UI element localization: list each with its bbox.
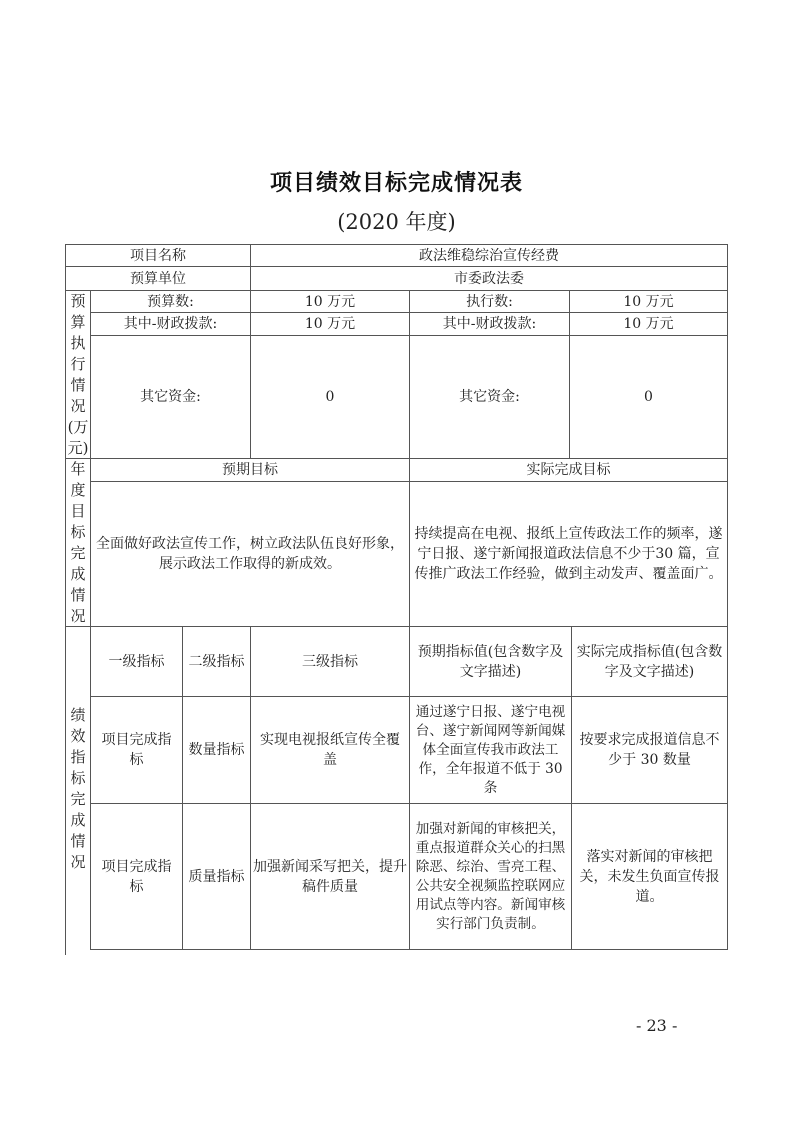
performance-section-char: 完 bbox=[70, 789, 86, 808]
budget-section-char: 预 bbox=[70, 292, 86, 310]
row2-actual: 落实对新闻的审核把关，未发生负面宣传报道。 bbox=[579, 848, 720, 905]
executed-other-funds-value: 0 bbox=[644, 389, 653, 405]
header-level3-indicator: 三级指标 bbox=[302, 653, 358, 670]
performance-section-char: 况 bbox=[70, 852, 86, 871]
budget-section-label bbox=[66, 291, 90, 458]
row2-expected: 加强对新闻的审核把关，重点报道群众关心的扫黑除恶、综治、雪亮工程、公共安全视频监控联网应用试点等内容。新闻审核实行部门负责制。 bbox=[415, 820, 566, 932]
performance-section-char: 指 bbox=[70, 747, 86, 766]
annual-goals-section-char: 目 bbox=[70, 502, 86, 520]
page-number: - 23 - bbox=[636, 1016, 678, 1035]
fiscal-allocation-label: 其中-财政拨款: bbox=[123, 316, 218, 332]
performance-section-char: 效 bbox=[70, 726, 86, 745]
budget-section-char: 元) bbox=[67, 439, 89, 457]
actual-goal-text: 持续提高在电视、报纸上宣传政法工作的频率，遂宁日报、遂宁新闻报道政法信息不少于30 篇，宣传推广政法工作经验，做到主动发声、覆盖面广。 bbox=[414, 526, 723, 582]
budget-amount-value: 10 万元 bbox=[304, 293, 356, 310]
document-subtitle: (2020 年度) bbox=[337, 210, 456, 234]
row2-level1: 项目完成指标 bbox=[101, 858, 172, 895]
annual-goals-section-char: 成 bbox=[70, 565, 86, 583]
budget-section-char: (万 bbox=[67, 418, 89, 436]
budget-section-char: 况 bbox=[70, 397, 86, 415]
document-title: 项目绩效目标完成情况表 bbox=[269, 171, 523, 196]
fiscal-allocation-value: 10 万元 bbox=[304, 316, 356, 332]
row2-level2: 质量指标 bbox=[188, 868, 245, 885]
table-border-bottom bbox=[90, 949, 728, 950]
budget-unit-label: 预算单位 bbox=[130, 270, 186, 287]
expected-goal-header: 预期目标 bbox=[222, 462, 278, 478]
row1-level1: 项目完成指标 bbox=[101, 732, 172, 768]
annual-goals-section-char: 况 bbox=[70, 607, 86, 625]
annual-goals-section-label bbox=[66, 459, 90, 626]
executed-amount-value: 10 万元 bbox=[623, 293, 674, 310]
row1-level2: 数量指标 bbox=[188, 742, 245, 758]
header-expected-value: 预期指标值(包含数字及文字描述) bbox=[417, 643, 564, 680]
executed-fiscal-allocation-value: 10 万元 bbox=[623, 316, 674, 332]
annual-goals-section-char: 年 bbox=[70, 460, 86, 478]
row1-expected: 通过遂宁日报、遂宁电视台、遂宁新闻网等新闻媒体全面宣传我市政法工作，全年报道不低于 30 条 bbox=[415, 703, 566, 796]
performance-section-char: 成 bbox=[70, 810, 86, 829]
performance-section-char: 情 bbox=[70, 831, 86, 850]
budget-amount-label: 预算数: bbox=[147, 293, 194, 310]
row1-level3: 实现电视报纸宣传全覆盖 bbox=[260, 732, 400, 768]
performance-section-char: 绩 bbox=[70, 705, 86, 724]
header-level1-indicator: 一级指标 bbox=[108, 653, 165, 670]
other-funds-label: 其它资金: bbox=[140, 389, 201, 405]
actual-goal-header: 实际完成目标 bbox=[526, 462, 611, 478]
annual-goals-section-char: 度 bbox=[70, 481, 86, 499]
budget-section-char: 算 bbox=[70, 313, 86, 331]
executed-other-funds-label: 其它资金: bbox=[459, 389, 520, 405]
other-funds-value: 0 bbox=[325, 389, 335, 405]
row2-level3: 加强新闻采写把关，提升稿件质量 bbox=[253, 858, 407, 895]
executed-fiscal-allocation-label: 其中-财政拨款: bbox=[442, 316, 537, 332]
annual-goals-section-char: 标 bbox=[70, 523, 86, 541]
annual-goals-section-char: 完 bbox=[70, 544, 86, 562]
table-border-right bbox=[727, 244, 728, 950]
performance-section-label bbox=[66, 627, 90, 950]
row1-actual: 按要求完成报道信息不少于 30 数量 bbox=[579, 732, 720, 768]
project-name-label: 项目名称 bbox=[130, 247, 186, 264]
budget-section-char: 情 bbox=[70, 376, 86, 394]
header-actual-value: 实际完成指标值(包含数字及文字描述) bbox=[576, 643, 723, 680]
executed-amount-label: 执行数: bbox=[466, 293, 513, 310]
project-name-value: 政法维稳综治宣传经费 bbox=[419, 247, 559, 264]
expected-goal-text: 全面做好政法宣传工作，树立政法队伍良好形象，展示政法工作取得的新成效。 bbox=[96, 536, 404, 572]
budget-unit-value: 市委政法委 bbox=[454, 270, 524, 287]
annual-goals-section-char: 情 bbox=[70, 586, 86, 604]
budget-section-char: 行 bbox=[70, 355, 86, 373]
budget-section-char: 执 bbox=[70, 334, 86, 352]
performance-section-char: 标 bbox=[70, 768, 86, 787]
header-level2-indicator: 二级指标 bbox=[188, 653, 245, 670]
